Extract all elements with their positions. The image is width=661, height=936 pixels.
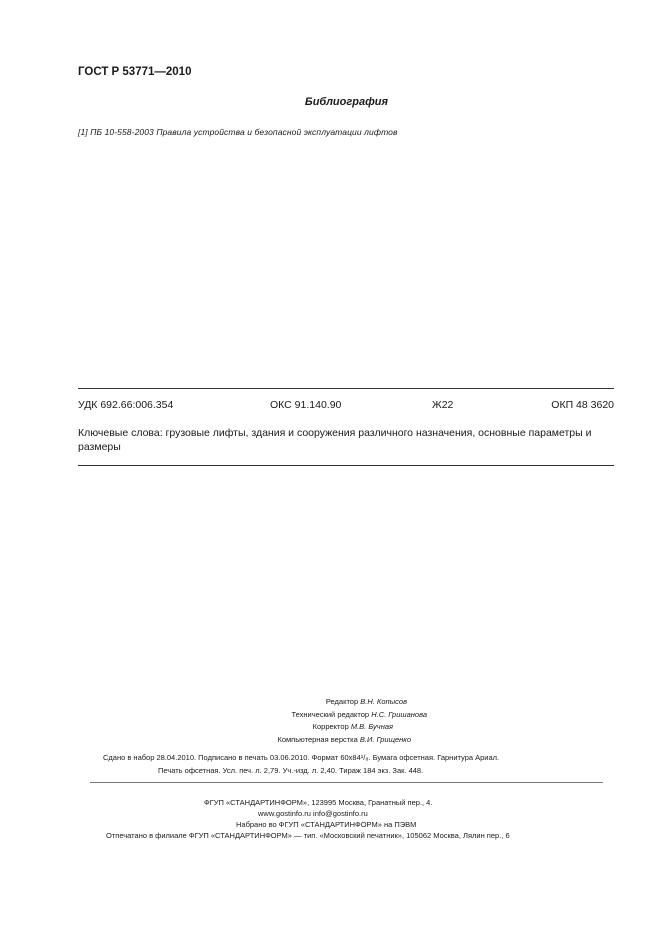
document-code: ГОСТ Р 53771—2010 [78,66,192,78]
credit-role: Компьютерная верстка [277,734,358,744]
okp-code: ОКП 48 3620 [551,399,614,411]
credit-corrector [313,721,393,734]
credit-name: М.В. Бучная [350,722,393,731]
top-rule [78,388,614,389]
credit-layout [277,734,411,747]
separator-rule [90,782,603,783]
publisher-contacts: www.gostinfo.ru info@gostinfo.ru [258,809,368,818]
publisher-line: ФГУП «СТАНДАРТИНФОРМ», 123995 Москва, Гранатный пер., 4. [204,798,433,807]
credit-name: Н.С. Гришанова [371,709,427,719]
credit-role: Корректор [312,722,349,731]
credit-role: Технический редактор [291,709,370,719]
credit-name: В.И. Грищенко [359,734,411,744]
publisher-line: Набрано во ФГУП «СТАНДАРТИНФОРМ» на ПЭВМ [236,820,417,829]
print-info-line: Печать офсетная. Усл. печ. л. 2,79. Уч.-изд. л. 2,40. Тираж 184 экз. Зак. 448. [158,765,424,775]
credit-name: В.Н. Копысов [360,697,407,706]
print-info-line: Сдано в набор 28.04.2010. Подписано в печать 03.06.2010. Формат 60x84¹/₈. Бумага офсетная. Гарнитура Ариал. [103,753,500,762]
group-code: Ж22 [432,399,454,411]
credit-role: Редактор [325,697,359,706]
keywords: Ключевые слова: грузовые лифты, здания и сооружения различного назначения, основные параметры и размеры [78,427,592,453]
publisher-line: Отпечатано в филиале ФГУП «СТАНДАРТИНФОРМ» — тип. «Московский печатник», 105062 Москва, Лялин пер., 6 [106,831,510,840]
oks-code: ОКС 91.140.90 [270,399,342,411]
bottom-rule [78,465,614,466]
bibliography-entry: [1] ПБ 10-558-2003 Правила устройства и безопасной эксплуатации лифтов [78,127,398,137]
credit-tech-editor [292,709,428,722]
credit-editor [326,696,407,709]
classification-row [78,399,614,413]
bibliography-title: Библиография [304,96,388,108]
udk-code: УДК 692.66:006.354 [78,399,174,411]
